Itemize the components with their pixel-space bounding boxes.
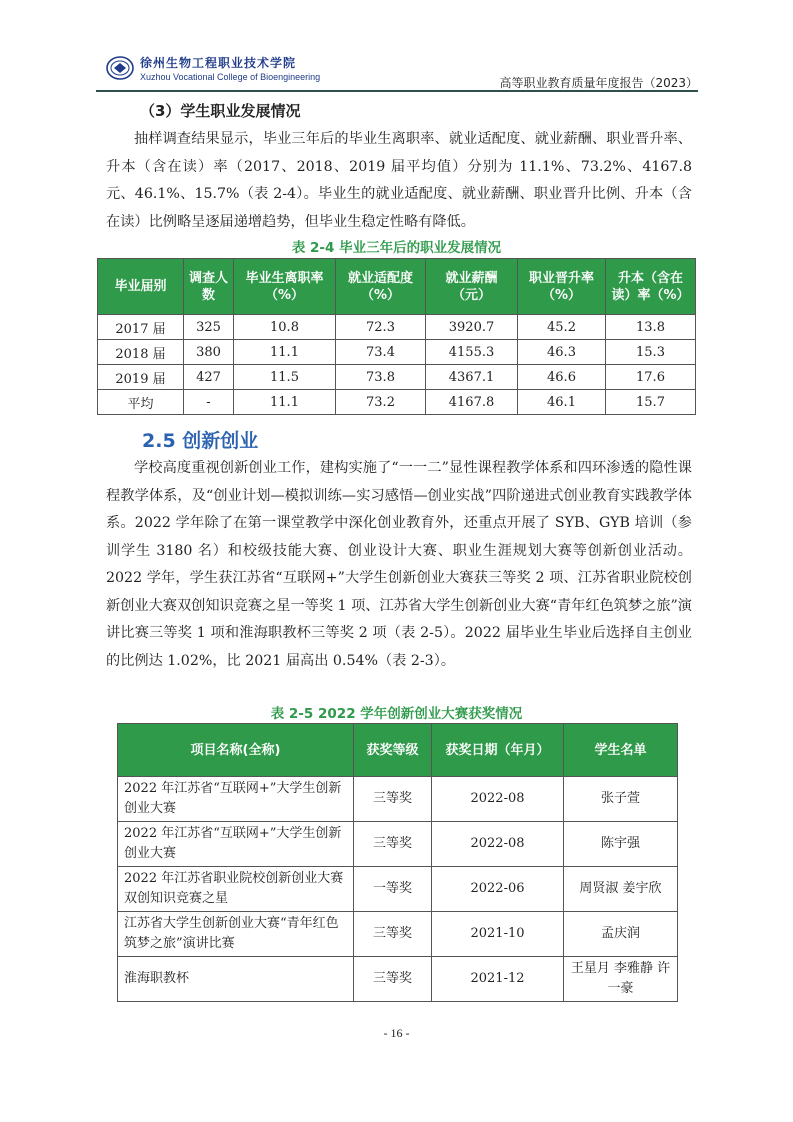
table-cell: 11.5 [234, 365, 336, 390]
table-cell: 2018 届 [98, 340, 184, 365]
table-cell: 2017 届 [98, 315, 184, 340]
college-name-cn: 徐州生物工程职业技术学院 [140, 56, 297, 70]
col-header: 就业适配度（%） [336, 259, 426, 315]
table-cell: 73.8 [336, 365, 426, 390]
table-row [98, 340, 696, 365]
table-cell: 孟庆润 [564, 912, 678, 957]
table-cell: 2021-12 [432, 957, 564, 1002]
table-cell: 2022-06 [432, 867, 564, 912]
table-cell: 2022-08 [432, 777, 564, 822]
table-cell: 73.4 [336, 340, 426, 365]
table-cell: 三等奖 [354, 822, 432, 867]
table-row [118, 912, 678, 957]
col-header: 职业晋升率（%） [518, 259, 606, 315]
table-row [118, 822, 678, 867]
table-cell: 17.6 [606, 365, 696, 390]
table-cell: 13.8 [606, 315, 696, 340]
table-header-row [118, 724, 678, 777]
col-header: 获奖等级 [354, 724, 432, 777]
table-cell: 427 [184, 365, 234, 390]
table-cell: 10.8 [234, 315, 336, 340]
page-header [96, 50, 698, 90]
col-header: 项目名称(全称) [118, 724, 354, 777]
table-cell: 380 [184, 340, 234, 365]
college-emblem-icon [106, 54, 134, 82]
table-cell: 46.3 [518, 340, 606, 365]
table-cell: 15.7 [606, 390, 696, 415]
career-development-table [97, 258, 696, 415]
table-cell: 4367.1 [426, 365, 518, 390]
table-cell: 4155.3 [426, 340, 518, 365]
table-cell: 72.3 [336, 315, 426, 340]
college-name-en: Xuzhou Vocational College of Bioengineering [140, 72, 321, 82]
table-cell: 15.3 [606, 340, 696, 365]
header-divider [96, 90, 698, 92]
col-header: 毕业届别 [98, 259, 184, 315]
table-cell: 王星月 李雅静 许一豪 [564, 957, 678, 1002]
career-paragraph: 抽样调查结果显示，毕业三年后的毕业生离职率、就业适配度、就业薪酬、职业晋升率、升本（含在读）率（2017、2018、2019 届平均值）分别为 11.1%、73.2%、4167.8 元、46.1%、15.7%（表 2-4）。毕业生的就业适配度、就业薪酬、职业晋升比例、升本（含在读）比例略呈逐届递增趋势，但毕业生稳定性略有降低。 [106, 131, 692, 230]
col-header: 毕业生离职率（%） [234, 259, 336, 315]
table-cell: 平均 [98, 390, 184, 415]
table-cell: 2019 届 [98, 365, 184, 390]
table-cell: 2022 年江苏省“互联网+”大学生创新创业大赛 [118, 822, 354, 867]
col-header: 获奖日期（年月） [432, 724, 564, 777]
table-cell: 45.2 [518, 315, 606, 340]
table-caption-2-5: 表 2-5 2022 学年创新创业大赛获奖情况 [270, 706, 523, 722]
col-header: 就业薪酬（元） [426, 259, 518, 315]
col-header: 调查人数 [184, 259, 234, 315]
table-cell: 46.6 [518, 365, 606, 390]
col-header: 升本（含在读）率（%） [606, 259, 696, 315]
table-cell: 三等奖 [354, 777, 432, 822]
table-cell: 周贤淑 姜宇欣 [564, 867, 678, 912]
col-header: 学生名单 [564, 724, 678, 777]
table-cell: 张子萱 [564, 777, 678, 822]
table-row [118, 957, 678, 1002]
table-cell: 江苏省大学生创新创业大赛“青年红色筑梦之旅”演讲比赛 [118, 912, 354, 957]
table-cell: 2021-10 [432, 912, 564, 957]
innovation-paragraph: 学校高度重视创新创业工作，建构实施了“一一二”显性课程教学体系和四环渗透的隐性课程教学体系，及“创业计划—模拟训练—实习感悟—创业实战”四阶递进式创业教育实践教学体系。2022 学年除了在第一课堂教学中深化创业教育外，还重点开展了 SYB、GYB 培训（参训学生 3180 名）和校级技能大赛、创业设计大赛、职业生涯规划大赛等创新创业活动。2022 学年，学生获江苏省“互联网+”大学生创新创业大赛获三等奖 2 项、江苏省职业院校创新创业大赛双创知识竞赛之星一等奖 1 项、江苏省大学生创新创业大赛“青年红色筑梦之旅”演讲比赛三等奖 1 项和淮海职教杯三等奖 2 项（表 2-5）。2022 届毕业生毕业后选择自主创业的比例达 1.02%，比 2021 届高出 0.54%（表 2-3）。 [106, 460, 692, 669]
section-heading-innovation: 2.5 创新创业 [142, 430, 259, 452]
table-cell: 一等奖 [354, 867, 432, 912]
table-cell: 陈宇强 [564, 822, 678, 867]
table-caption-2-4: 表 2-4 毕业三年后的职业发展情况 [291, 240, 502, 256]
table-cell: 2022-08 [432, 822, 564, 867]
table-cell: 三等奖 [354, 912, 432, 957]
section-heading-career: （3）学生职业发展情况 [140, 102, 301, 120]
table-row [118, 867, 678, 912]
table-row [118, 777, 678, 822]
page-number: - 16 - [383, 1026, 410, 1040]
table-cell: 淮海职教杯 [118, 957, 354, 1002]
table-cell: 73.2 [336, 390, 426, 415]
table-cell: 三等奖 [354, 957, 432, 1002]
table-cell: 46.1 [518, 390, 606, 415]
table-cell: 325 [184, 315, 234, 340]
table-row [98, 315, 696, 340]
table-header-row [98, 259, 696, 315]
table-cell: - [184, 390, 234, 415]
table-row [98, 365, 696, 390]
table-cell: 11.1 [234, 390, 336, 415]
table-cell: 11.1 [234, 340, 336, 365]
table-cell: 2022 年江苏省职业院校创新创业大赛双创知识竞赛之星 [118, 867, 354, 912]
report-title: 高等职业教育质量年度报告（2023） [499, 76, 698, 90]
table-cell: 4167.8 [426, 390, 518, 415]
competition-awards-table [117, 723, 678, 1002]
table-cell: 3920.7 [426, 315, 518, 340]
table-cell: 2022 年江苏省“互联网+”大学生创新创业大赛 [118, 777, 354, 822]
table-row-average [98, 390, 696, 415]
